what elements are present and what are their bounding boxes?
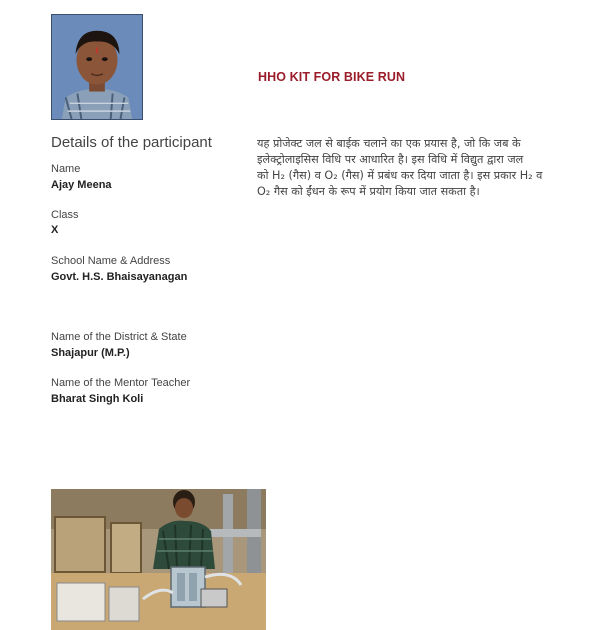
school-label: School Name & Address — [51, 255, 171, 267]
mentor-value: Bharat Singh Koli — [51, 393, 144, 405]
description-line: यह प्रोजेक्ट जल से बाईक चलाने का एक प्रयास है, जो कि जब के — [257, 137, 521, 150]
project-photo — [51, 489, 266, 630]
mentor-label: Name of the Mentor Teacher — [51, 377, 191, 389]
school-value: Govt. H.S. Bhaisayanagan — [51, 271, 188, 283]
class-label: Class — [51, 209, 79, 221]
description-line: O₂ गैस को ईंधन के रूप में प्रयोग किया जात सकता है। — [257, 185, 480, 198]
project-title: HHO KIT FOR BIKE RUN — [258, 70, 406, 84]
description-line: को H₂ (गैस) व O₂ (गैस) में प्रबंध कर दिया जाता है। इस प्रकार H₂ व — [257, 169, 543, 182]
class-value: X — [51, 224, 59, 236]
description-line: इलेक्ट्रोलाइसिस विधि पर आधारित है। इस विधि में विद्युत द्वारा जल — [257, 153, 524, 166]
district-value: Shajapur (M.P.) — [51, 347, 130, 359]
name-value: Ajay Meena — [51, 179, 112, 191]
district-label: Name of the District & State — [51, 331, 187, 343]
project-description — [257, 136, 557, 200]
details-heading: Details of the participant — [51, 134, 212, 151]
participant-photo — [51, 14, 143, 120]
name-label: Name — [51, 163, 81, 175]
